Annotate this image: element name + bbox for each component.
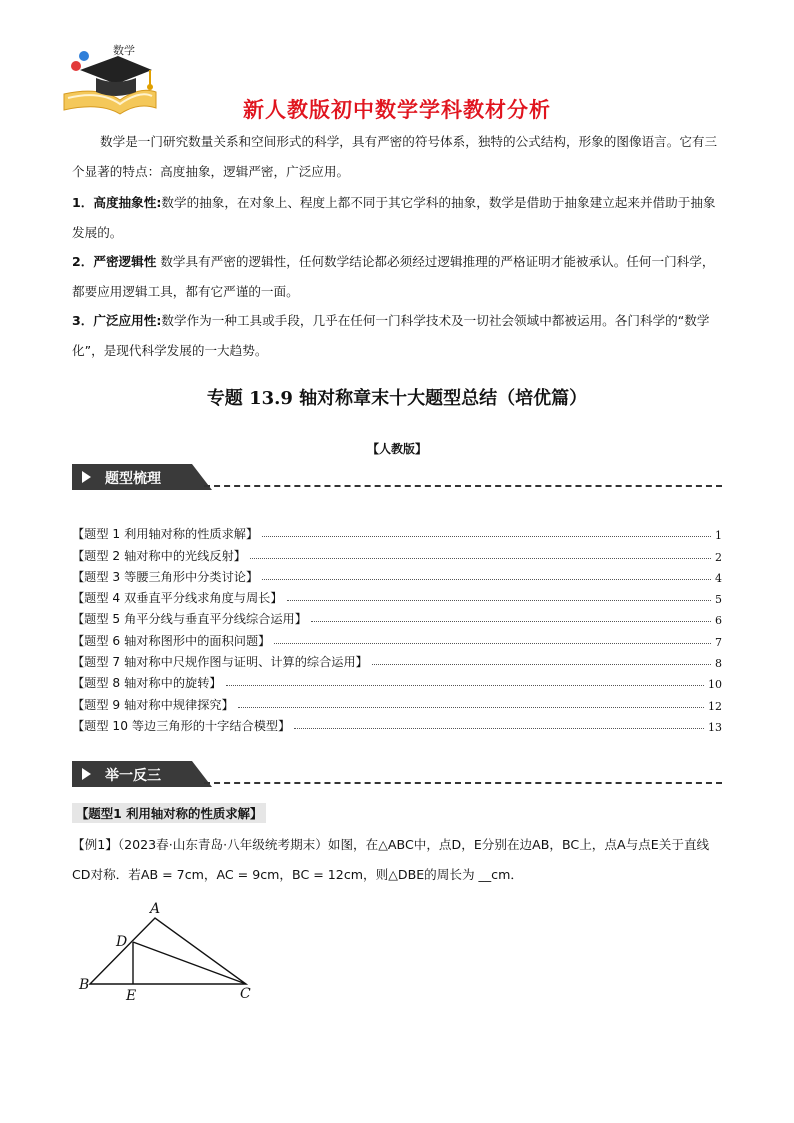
point-label-b: B [79, 977, 90, 993]
toc-item-label: 【题型 2 轴对称中的光线反射】 [72, 548, 246, 563]
toc-item[interactable] [72, 606, 722, 627]
section-divider [204, 485, 722, 487]
triangle-figure [70, 895, 270, 1010]
point-label-e: E [126, 988, 137, 1004]
toc-item-page: 1 [715, 529, 722, 543]
toc-item-label: 【题型 7 轴对称中尺规作图与证明、计算的综合运用】 [72, 655, 368, 670]
topic-title: 专题 13.9 轴对称章末十大题型总结（培优篇） [206, 388, 588, 409]
play-triangle-icon [82, 471, 91, 483]
toc-leader [226, 685, 704, 686]
toc-leader [262, 536, 711, 537]
toc-item-page: 5 [715, 593, 722, 607]
edition-label: 【人教版】 [366, 442, 427, 456]
toc-item[interactable] [72, 627, 722, 648]
toc-item-label: 【题型 5 角平分线与垂直平分线综合运用】 [72, 612, 307, 627]
section-divider [204, 782, 722, 784]
toc-item[interactable] [72, 585, 722, 606]
toc-item-page: 7 [715, 635, 722, 649]
feature-text: 数学作为一种工具或手段，几乎在任何一门科学技术及一切社会领域中都被运用。各门科学的“数学化”，是现代科学发展的一大趋势。 [72, 313, 710, 358]
point-label-a: A [150, 901, 161, 917]
toc-item[interactable] [72, 670, 722, 691]
point-label-d: D [116, 934, 128, 950]
toc-item-label: 【题型 8 轴对称中的旋转】 [72, 676, 222, 691]
toc-item-page: 8 [715, 657, 722, 671]
feature-paragraph-1 [72, 188, 722, 247]
toc-leader [287, 600, 711, 601]
feature-paragraph-3 [72, 306, 722, 365]
toc-leader [311, 621, 711, 622]
toc-item-label: 【题型 10 等边三角形的十字结合模型】 [72, 718, 291, 733]
toc-item[interactable] [72, 564, 722, 585]
toc-item-page: 10 [708, 678, 722, 692]
toc-item-page: 12 [708, 699, 722, 713]
toc-leader [372, 664, 711, 665]
example-problem: 【例1】（2023春·山东青岛·八年级统考期末）如图，在△ABC中，点D，E分别在边AB，BC上，点A与点E关于直线CD对称．若AB = 7cm，AC = 9cm，BC = 12cm，则△DBE的周长为 __cm． [72, 837, 710, 882]
feature-label: 3．广泛应用性: [72, 313, 162, 328]
feature-label: 2．严密逻辑性 [72, 254, 157, 269]
intro-paragraph: 数学是一门研究数量关系和空间形式的科学，具有严密的符号体系，独特的公式结构，形象的图像语言。它有三个显著的特点：高度抽象，逻辑严密，广泛应用。 [72, 134, 718, 179]
toc-item-page: 2 [715, 550, 722, 564]
feature-text: 数学具有严密的逻辑性，任何数学结论都必须经过逻辑推理的严格证明才能被承认。任何一门科学，都要应用逻辑工具，都有它严谨的一面。 [72, 254, 715, 299]
feature-text: 数学的抽象，在对象上、程度上都不同于其它学科的抽象，数学是借助于抽象建立起来并借助于抽象发展的。 [72, 195, 716, 240]
logo-text: 数学 [113, 44, 135, 57]
question-type-tag: 【题型1 利用轴对称的性质求解】 [72, 803, 266, 823]
section-header-toc [72, 464, 722, 490]
toc-leader [250, 558, 711, 559]
toc-leader [274, 643, 711, 644]
toc-item[interactable] [72, 691, 722, 712]
toc-item[interactable] [72, 713, 722, 734]
section-label: 题型梳理 [105, 471, 161, 487]
toc-item[interactable] [72, 542, 722, 563]
section-label: 举一反三 [105, 768, 161, 784]
toc-item-label: 【题型 6 轴对称图形中的面积问题】 [72, 633, 271, 648]
toc-leader [238, 707, 704, 708]
toc-item-label: 【题型 1 利用轴对称的性质求解】 [72, 527, 259, 542]
table-of-contents [72, 521, 722, 734]
toc-item-label: 【题型 4 双垂直平分线求角度与周长】 [72, 591, 283, 606]
toc-item-page: 4 [715, 571, 722, 585]
toc-leader [262, 579, 711, 580]
toc-item[interactable] [72, 649, 722, 670]
triangle-abc [90, 918, 246, 984]
toc-item-label: 【题型 3 等腰三角形中分类讨论】 [72, 569, 259, 584]
toc-item-page: 6 [715, 614, 722, 628]
section-header-practice [72, 761, 722, 787]
toc-item[interactable] [72, 521, 722, 542]
toc-leader [294, 728, 704, 729]
play-triangle-icon [82, 768, 91, 780]
segment-dc [133, 942, 246, 984]
feature-label: 1．高度抽象性: [72, 195, 162, 210]
toc-item-label: 【题型 9 轴对称中规律探究】 [72, 697, 234, 712]
point-label-c: C [240, 986, 251, 1002]
page-title: 新人教版初中数学学科教材分析 [243, 98, 551, 122]
feature-paragraph-2 [72, 247, 722, 306]
toc-item-page: 13 [708, 720, 722, 734]
